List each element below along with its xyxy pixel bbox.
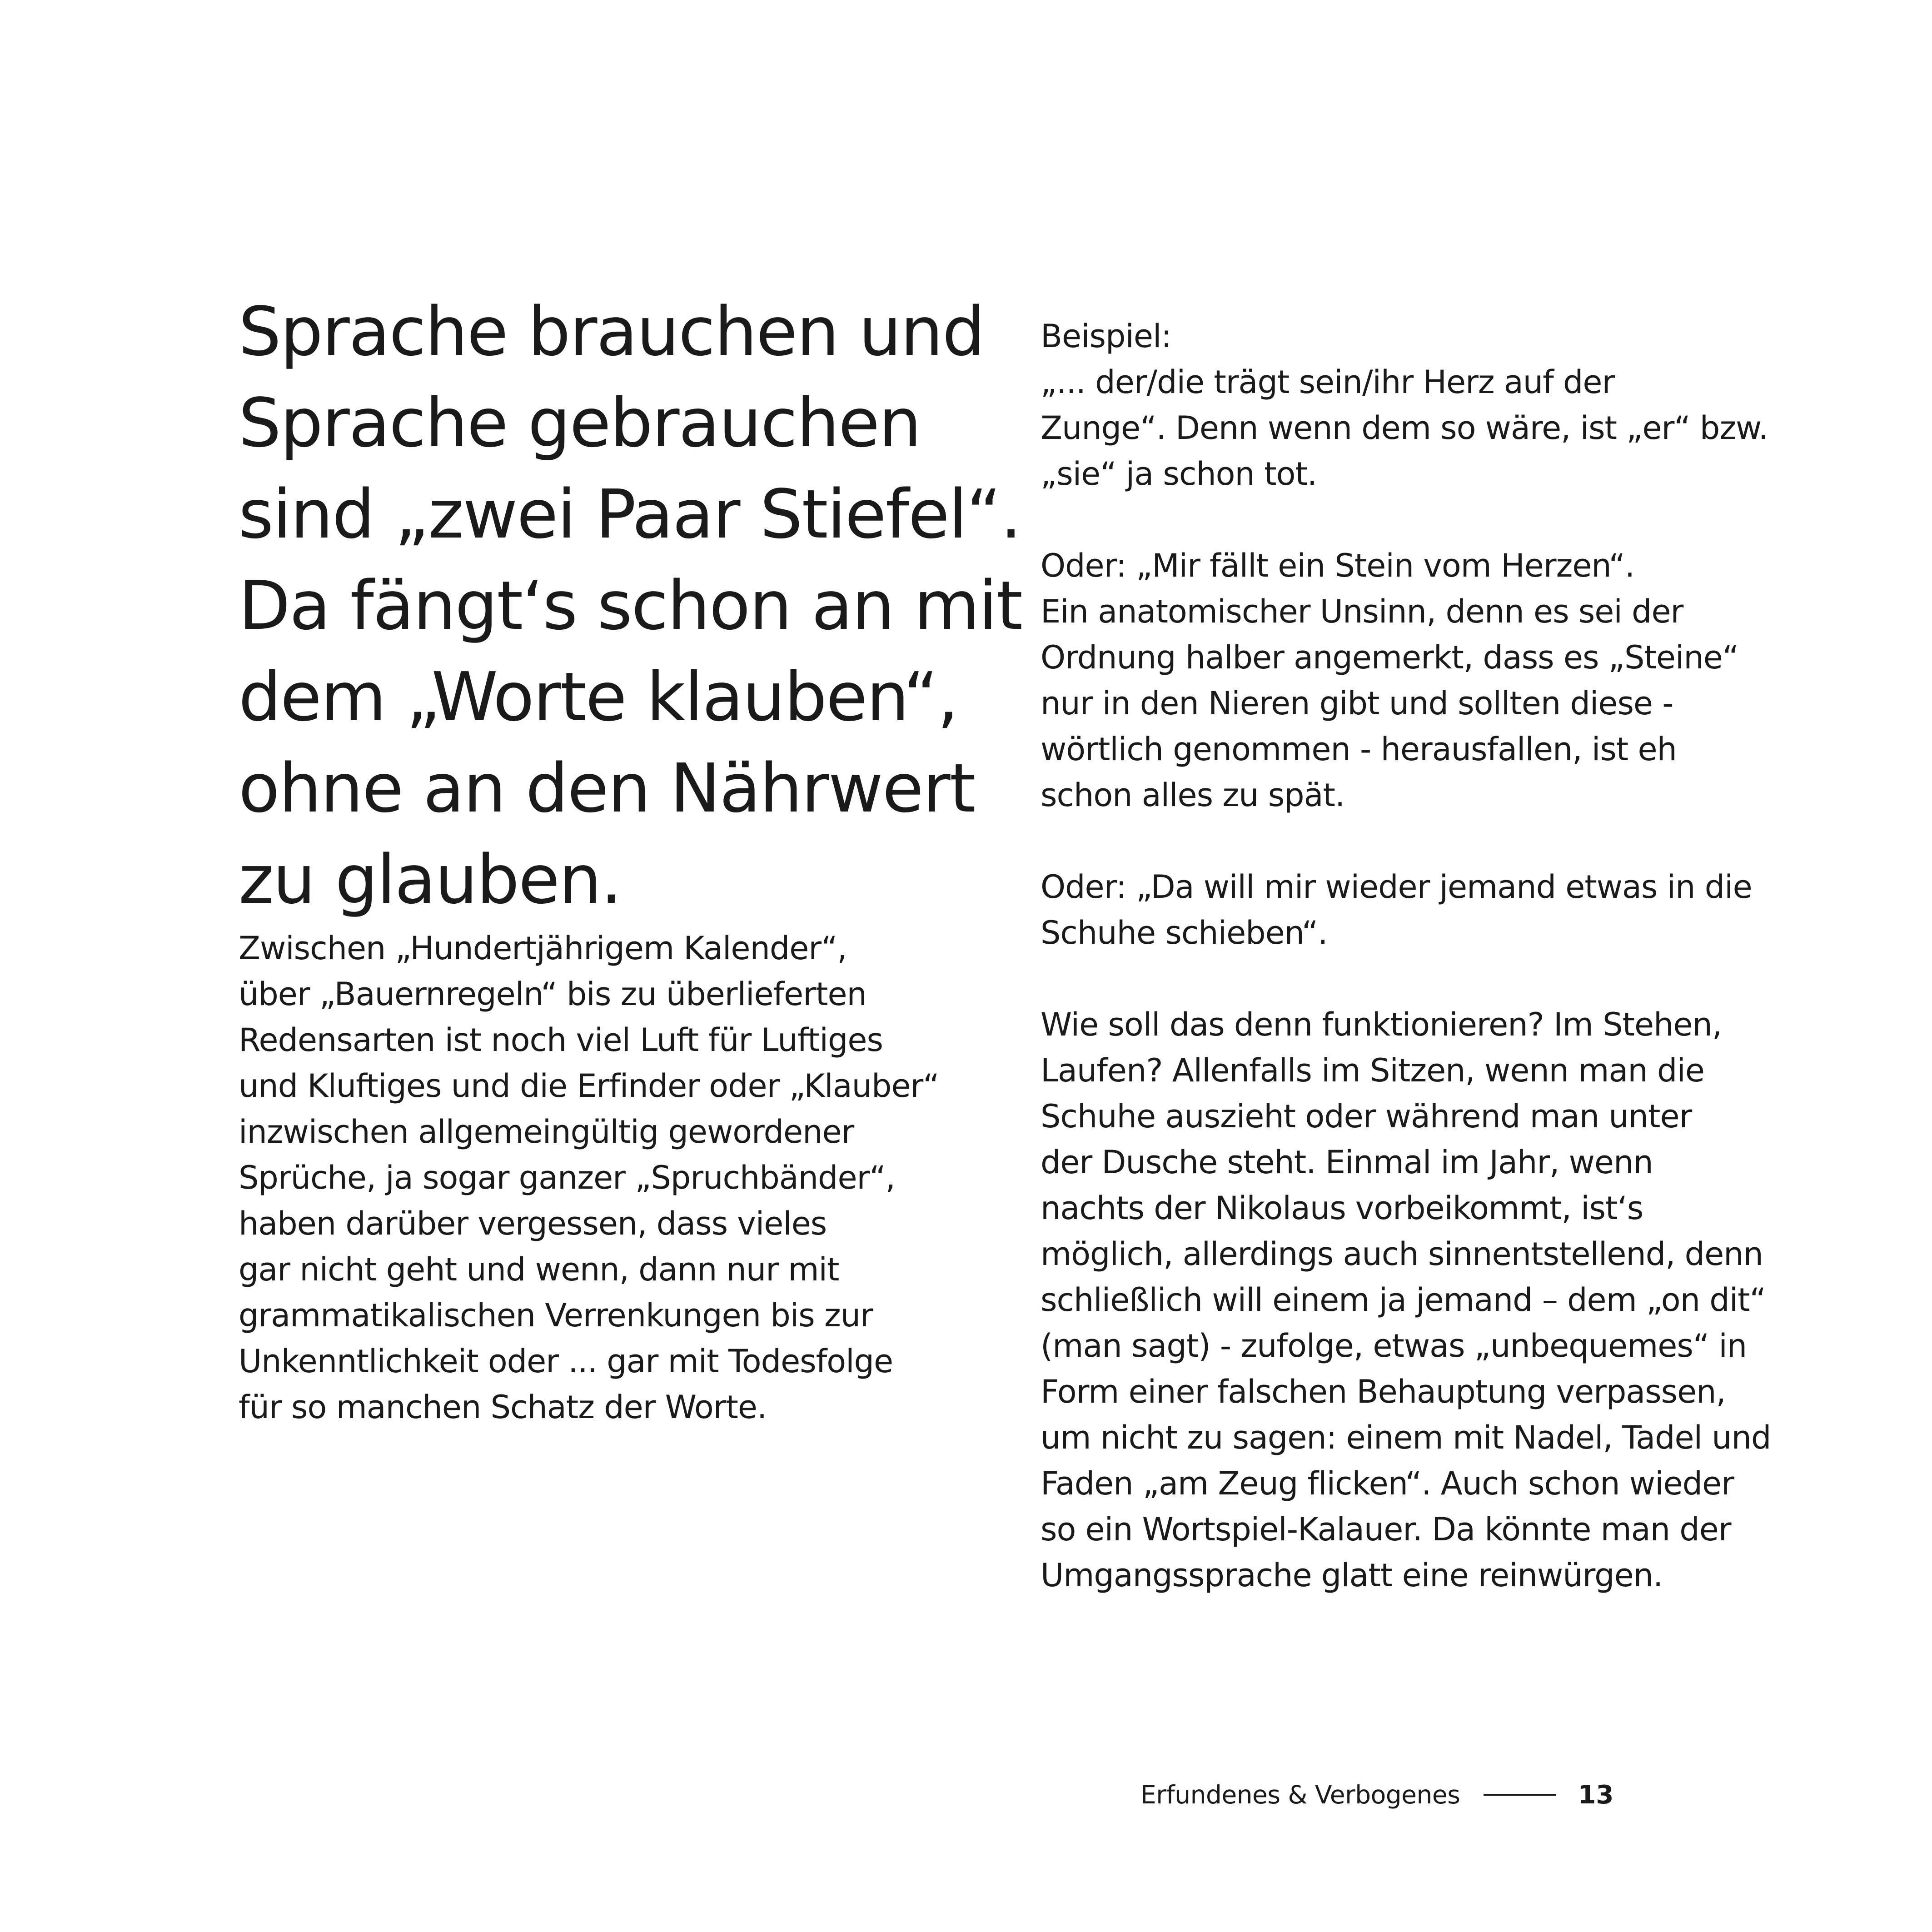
shoes-paragraph <box>1041 864 1813 956</box>
left-column <box>239 286 1025 1430</box>
text-line: „... der/die trägt sein/ihr Herz auf der <box>1041 363 1615 401</box>
text-line: Umgangssprache glatt eine reinwürgen. <box>1041 1557 1663 1594</box>
page-number: 13 <box>1578 1780 1614 1810</box>
question-paragraph <box>1041 1002 1813 1598</box>
text-line: über „Bauernregeln“ bis zu überlieferten <box>239 976 866 1013</box>
headline-line: Da fängt‘s schon an mit <box>239 567 1022 645</box>
headline <box>239 286 1025 926</box>
text-line: Schuhe auszieht oder während man unter <box>1041 1098 1692 1135</box>
intro-paragraph <box>239 926 1025 1430</box>
text-line: Faden „am Zeug flicken“. Auch schon wieder <box>1041 1465 1734 1502</box>
headline-line: Sprache gebrauchen <box>239 384 921 462</box>
text-line: schon alles zu spät. <box>1041 777 1345 814</box>
headline-line: zu glauben. <box>239 841 621 919</box>
right-column <box>1041 314 1813 1598</box>
headline-line: ohne an den Nährwert <box>239 749 975 827</box>
text-line: Ordnung halber angemerkt, dass es „Steine“ <box>1041 639 1739 676</box>
headline-line: sind „zwei Paar Stiefel“. <box>239 475 1021 553</box>
example-paragraph <box>1041 314 1813 497</box>
text-line: Unkenntlichkeit oder ... gar mit Todesfolge <box>239 1343 893 1380</box>
text-line: inzwischen allgemeingültig gewordener <box>239 1113 854 1150</box>
text-line: Sprüche, ja sogar ganzer „Spruchbänder“, <box>239 1159 895 1196</box>
text-line: Oder: „Mir fällt ein Stein vom Herzen“. <box>1041 547 1635 584</box>
text-line: Beispiel: <box>1041 318 1171 355</box>
headline-line: dem „Worte klauben“, <box>239 658 958 736</box>
text-line: wörtlich genommen - herausfallen, ist eh <box>1041 731 1677 768</box>
text-line: nachts der Nikolaus vorbeikommt, ist‘s <box>1041 1190 1643 1227</box>
text-line: haben darüber vergessen, dass vieles <box>239 1205 827 1242</box>
text-line: „sie“ ja schon tot. <box>1041 455 1317 493</box>
text-line: gar nicht geht und wenn, dann nur mit <box>239 1251 839 1288</box>
headline-line: Sprache brauchen und <box>239 293 984 371</box>
text-line: Wie soll das denn funktionieren? Im Stehen, <box>1041 1006 1722 1043</box>
text-line: und Kluftiges und die Erfinder oder „Klauber“ <box>239 1067 939 1105</box>
page-footer <box>1140 1777 1613 1813</box>
text-line: möglich, allerdings auch sinnentstellend, denn <box>1041 1235 1763 1273</box>
stone-paragraph <box>1041 543 1813 818</box>
text-line: Ein anatomischer Unsinn, denn es sei der <box>1041 593 1683 630</box>
running-title: Erfundenes & Verbogenes <box>1140 1780 1460 1809</box>
text-line: Zunge“. Denn wenn dem so wäre, ist „er“ bzw. <box>1041 409 1768 447</box>
text-line: um nicht zu sagen: einem mit Nadel, Tadel und <box>1041 1419 1771 1456</box>
text-line: Zwischen „Hundertjährigem Kalender“, <box>239 930 847 967</box>
text-line: Schuhe schieben“. <box>1041 914 1328 951</box>
text-line: so ein Wortspiel-Kalauer. Da könnte man der <box>1041 1511 1731 1548</box>
text-line: Redensarten ist noch viel Luft für Luftiges <box>239 1021 883 1059</box>
text-line: Form einer falschen Behauptung verpassen, <box>1041 1373 1726 1410</box>
text-line: für so manchen Schatz der Worte. <box>239 1389 767 1426</box>
text-line: (man sagt) - zufolge, etwas „unbequemes“ in <box>1041 1327 1747 1364</box>
footer-divider <box>1484 1794 1556 1796</box>
text-line: grammatikalischen Verrenkungen bis zur <box>239 1297 873 1334</box>
text-line: Oder: „Da will mir wieder jemand etwas in die <box>1041 868 1752 906</box>
text-line: schließlich will einem ja jemand – dem „on dit“ <box>1041 1281 1766 1319</box>
text-line: der Dusche steht. Einmal im Jahr, wenn <box>1041 1144 1653 1181</box>
text-line: Laufen? Allenfalls im Sitzen, wenn man die <box>1041 1052 1704 1089</box>
text-line: nur in den Nieren gibt und sollten diese - <box>1041 685 1673 722</box>
